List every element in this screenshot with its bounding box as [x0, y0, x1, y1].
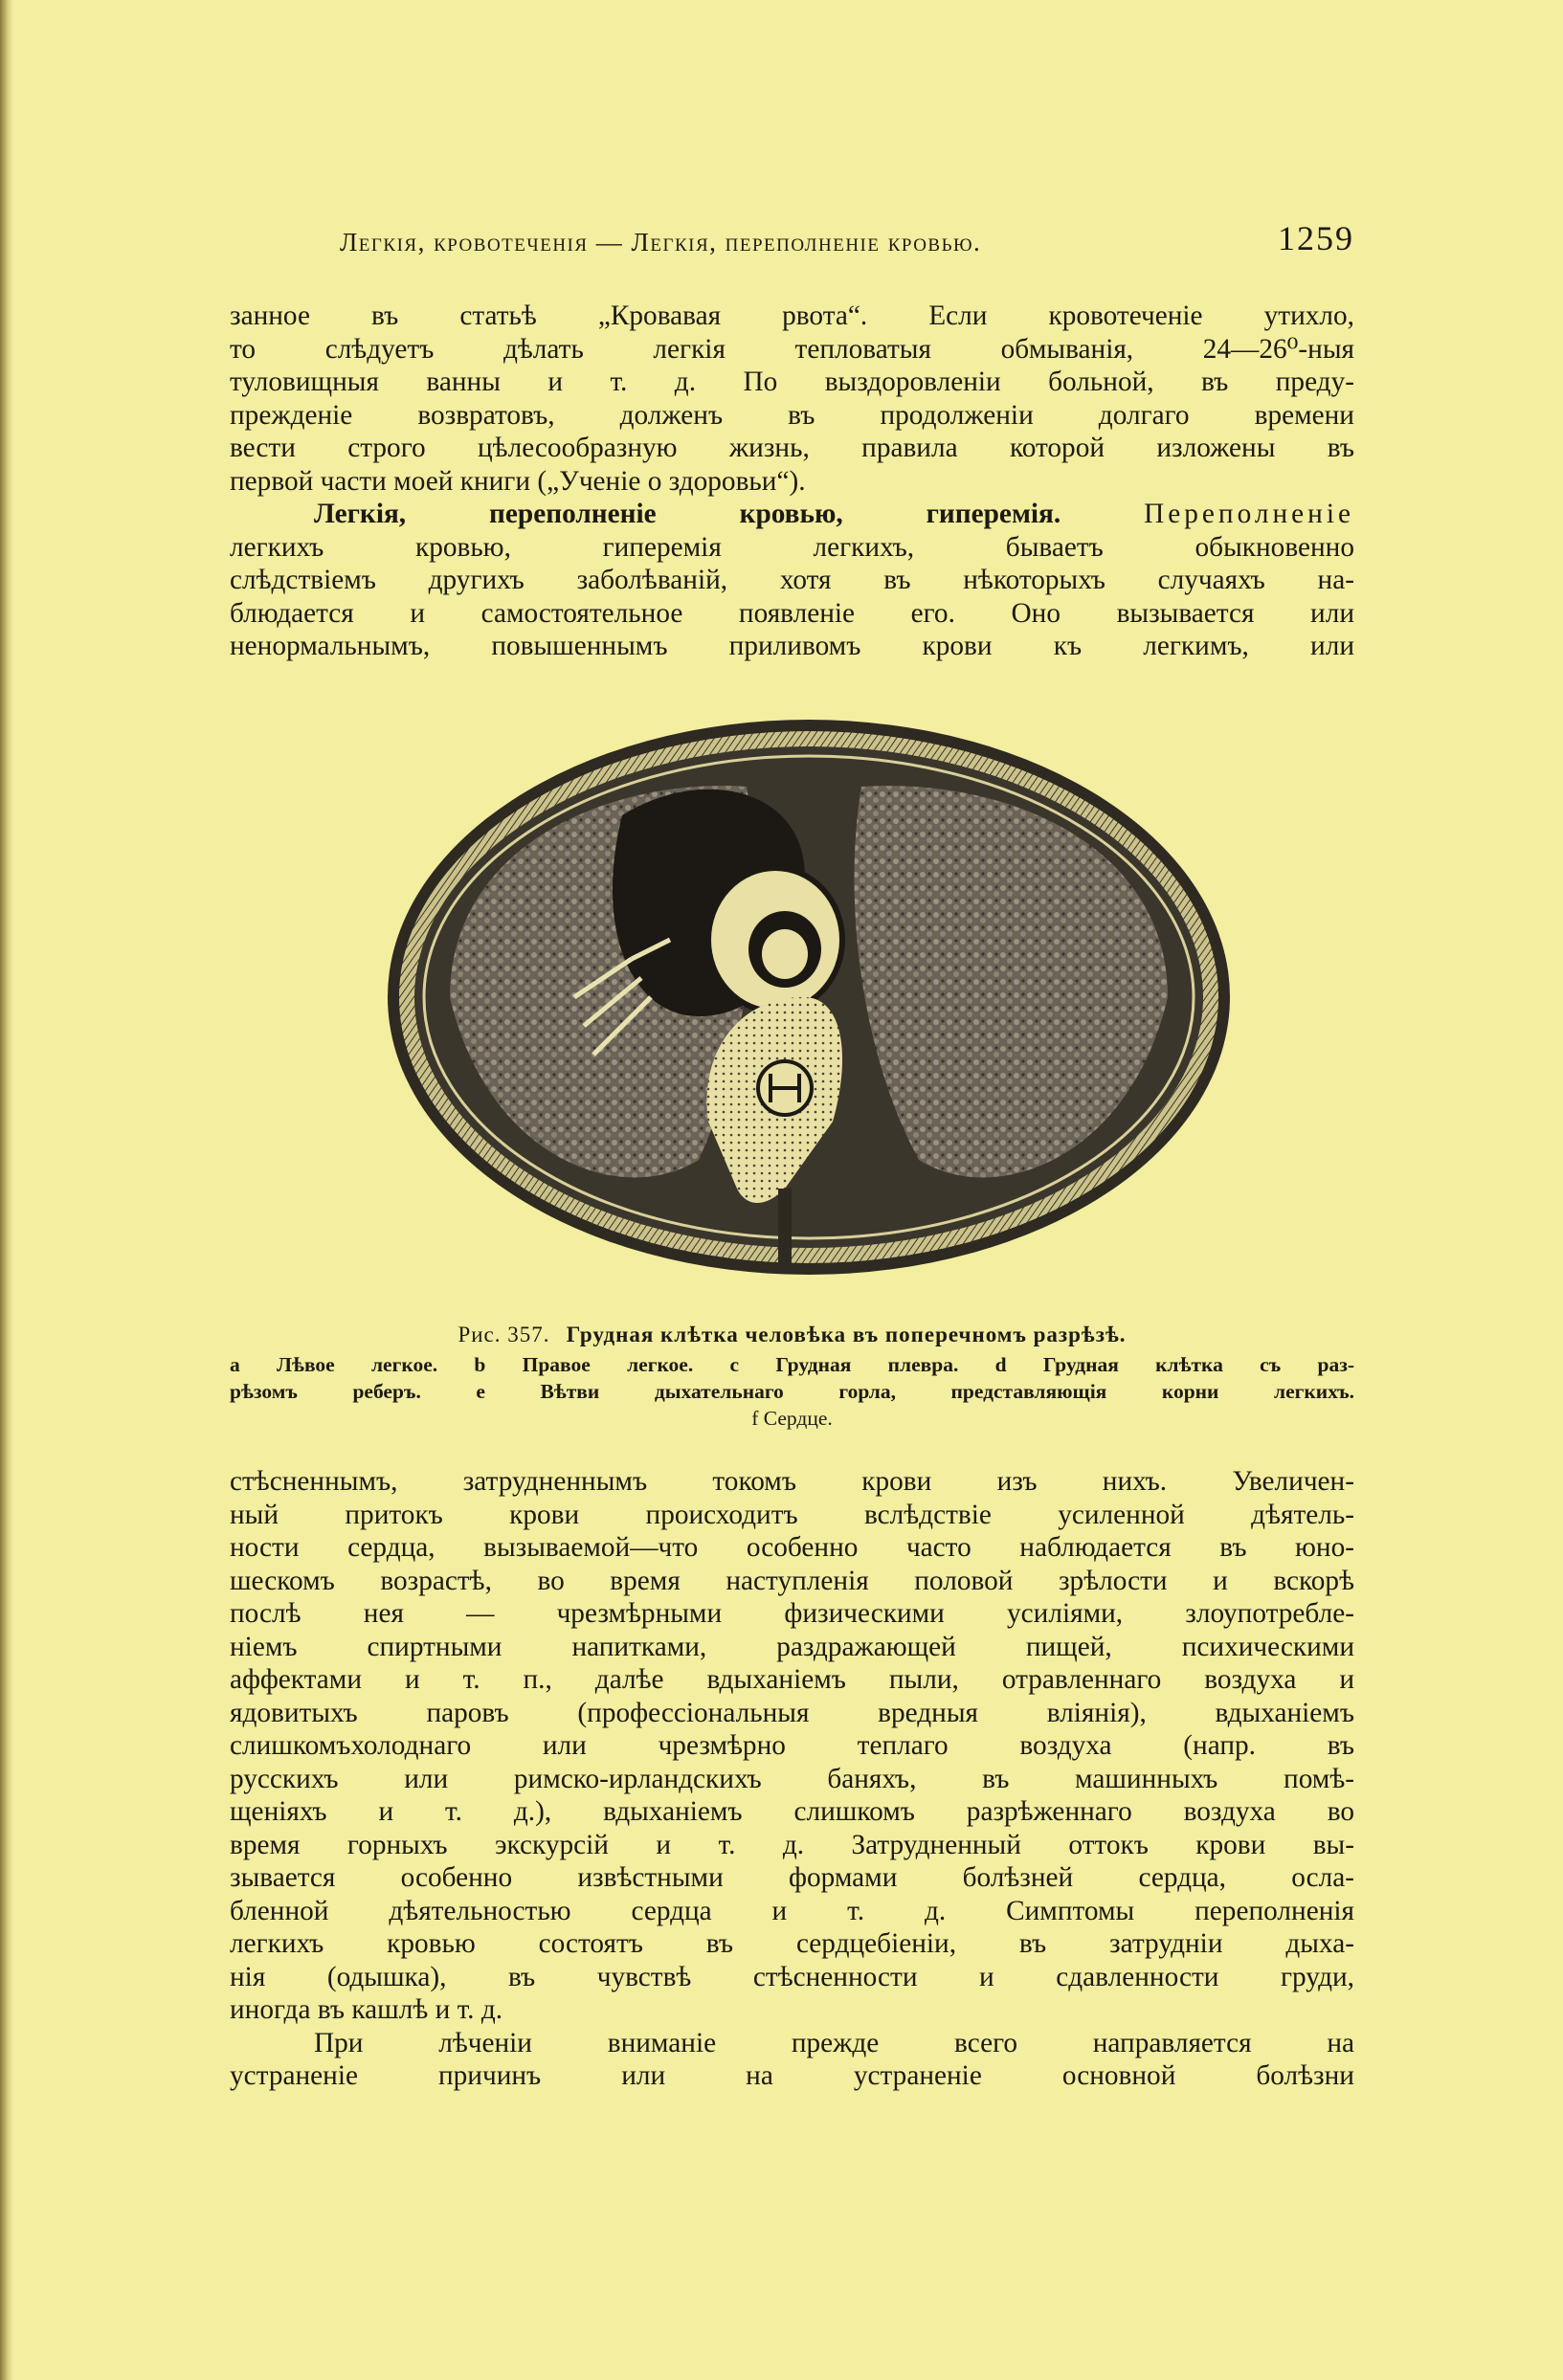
- legend-line: рѣзомъ реберъ. e Вѣтви дыхательнаго горла, представляющія корни легкихъ.: [230, 1380, 1354, 1403]
- figure-legend: [230, 1351, 1354, 1432]
- text-line: ніемъ спиртными напитками, раздражающей пищей, психическими: [230, 1631, 1354, 1662]
- text-line: аффектами и т. п., далѣе вдыханіемъ пыли, отравленнаго воздуха и: [230, 1664, 1354, 1695]
- text-line: ности сердца, вызываемой—что особенно часто наблюдается въ юно-: [230, 1532, 1354, 1563]
- text-line: щеніяхъ и т. д.), вдыханіемъ слишкомъ разрѣженнаго воздуха во: [230, 1796, 1354, 1827]
- text-line: ненормальнымъ, повышеннымъ приливомъ крови къ легкимъ, или: [230, 631, 1354, 661]
- chest-cross-section-illustration: [383, 710, 1235, 1294]
- text-line: устраненіе причинъ или на устраненіе основной болѣзни: [230, 2060, 1354, 2091]
- text-line: ядовитыхъ паровъ (профессіональныя вредныя вліянія), вдыханіемъ: [230, 1697, 1354, 1728]
- text-block-top: [230, 300, 1354, 663]
- legend-line: f Сердце.: [751, 1407, 833, 1430]
- section-heading-rest: Переполненіе: [1144, 499, 1354, 529]
- text-block-bottom: [230, 1465, 1354, 2093]
- chest-cross-section-figure: [383, 710, 1235, 1294]
- figure-number: Рис. 357.: [458, 1323, 550, 1346]
- text-line: зывается особенно извѣстными формами болѣзней сердца, осла-: [230, 1862, 1354, 1893]
- text-line: послѣ нея — чрезмѣрными физическими усиліями, злоупотребле-: [230, 1598, 1354, 1629]
- text-line: При лѣченіи вниманіе прежде всего направляется на: [314, 2027, 1354, 2058]
- running-head: Легкія, кровотеченія — Легкія, переполненіе кровью.: [340, 228, 982, 256]
- text-line: русскихъ или римско-ирландскихъ баняхъ, въ машинныхъ помѣ-: [230, 1763, 1354, 1794]
- legend-line: a Лѣвое легкое. b Правое легкое. c Грудная плевра. d Грудная клѣтка съ раз-: [230, 1353, 1354, 1376]
- text-line: время горныхъ экскурсій и т. д. Затрудненный оттокъ крови вы-: [230, 1829, 1354, 1860]
- text-line: первой части моей книги („Ученіе о здоровьи“).: [230, 465, 806, 497]
- section-heading-line: [230, 498, 1354, 531]
- page-header: [230, 218, 1359, 266]
- text-line: туловищныя ванны и т. д. По выздоровленіи больной, въ преду-: [230, 367, 1354, 397]
- page-edge: [0, 0, 13, 2380]
- text-line: то слѣдуетъ дѣлать легкія тепловатыя обмыванія, 24—26⁰-ныя: [230, 333, 1354, 365]
- text-line: нія (одышка), въ чувствѣ стѣсненности и сдавленности груди,: [230, 1961, 1354, 1992]
- page-number: 1259: [1278, 219, 1354, 257]
- text-line: стѣсненнымъ, затрудненнымъ токомъ крови изъ нихъ. Увеличен-: [230, 1466, 1354, 1497]
- figure-caption: [230, 1321, 1354, 1349]
- text-line: шескомъ возрастѣ, во время наступленія половой зрѣлости и вскорѣ: [230, 1565, 1354, 1596]
- text-line: занное въ статьѣ „Кровавая рвота“. Если кровотеченіе утихло,: [230, 300, 1354, 331]
- text-line: слѣдствіемъ другихъ заболѣваній, хотя въ нѣкоторыхъ случаяхъ на-: [230, 565, 1354, 595]
- text-line: вести строго цѣлесообразную жизнь, правила которой изложены въ: [230, 433, 1354, 463]
- figure-title: Грудная клѣтка человѣка въ поперечномъ разрѣзѣ.: [566, 1323, 1127, 1346]
- text-line: легкихъ кровью состоятъ въ сердцебіеніи, въ затрудніи дыха-: [230, 1928, 1354, 1959]
- text-line: ный притокъ крови происходитъ вслѣдствіе усиленной дѣятель-: [230, 1499, 1354, 1530]
- text-line: иногда въ кашлѣ и т. д.: [230, 1994, 503, 2025]
- text-line: легкихъ кровью, гиперемія легкихъ, бываетъ обыкновенно: [230, 531, 1354, 563]
- text-line: блюдается и самостоятельное появленіе его. Оно вызывается или: [230, 597, 1354, 629]
- text-line: слишкомъхолоднаго или чрезмѣрно теплаго воздуха (напр. въ: [230, 1730, 1354, 1761]
- section-heading: Легкія, переполненіе кровью, гиперемія.: [314, 499, 1061, 529]
- text-line: бленной дѣятельностью сердца и т. д. Симптомы переполненія: [230, 1895, 1354, 1926]
- text-line: прежденіе возвратовъ, долженъ въ продолженіи долгаго времени: [230, 399, 1354, 431]
